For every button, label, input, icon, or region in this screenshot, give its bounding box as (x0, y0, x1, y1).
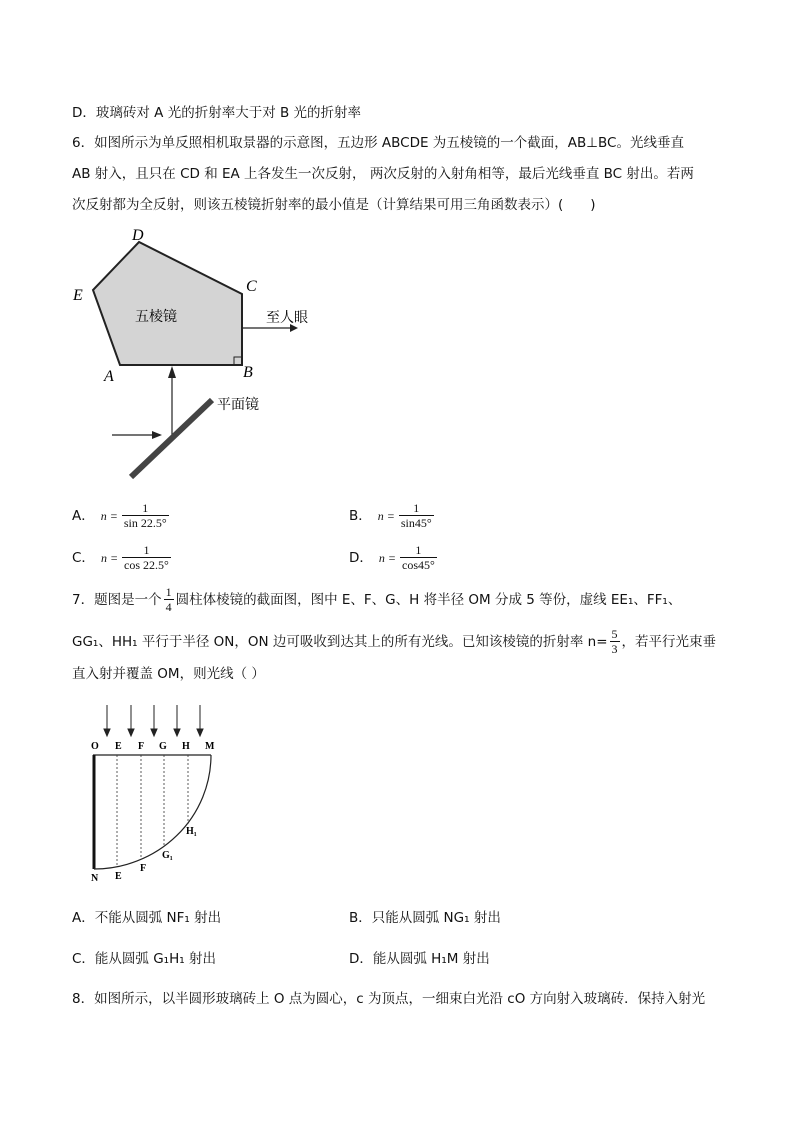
q6-option-b[interactable]: B． n = $\frac{1}{\sin 45^\circ}$ (349, 501, 432, 530)
arc-label-h1: H₁ (186, 826, 197, 837)
q6-stem-line1: 6．如图所示为单反照相机取景器的示意图，五边形 ABCDE 为五棱镜的一个截面，AB⊥BC。光线垂直 (72, 135, 684, 151)
q7-option-c[interactable]: C．能从圆弧 G₁H₁ 射出 (72, 951, 216, 967)
q6-stem-line2: AB 射入，且只在 CD 和 EA 上各发生一次反射， 两次反射的入射角相等，最后光线垂直 BC 射出。若两 (72, 166, 694, 182)
pentaprism-shape (93, 242, 242, 365)
top-label-o: O (91, 741, 99, 752)
dashed-lines (117, 755, 188, 867)
arc-label-g1: G₁ (162, 850, 173, 861)
top-label-g: G (159, 741, 167, 752)
vertical-arrow-head (168, 366, 176, 378)
top-label-h: H (182, 741, 190, 752)
q7-option-d[interactable]: D．能从圆弧 H₁M 射出 (349, 951, 490, 967)
q7-stem-line1: 7．题图是一个 $\frac{1}{4}$ 圆柱体棱镜的截面图，图中 E、F、G、H 将半径 OM 分成 5 等份，虚线 EE₁、FF₁、 (72, 585, 682, 614)
q6-stem-line3: 次反射都为全反射，则该五棱镜折射率的最小值是（计算结果可用三角函数表示）( ) (72, 197, 596, 213)
bottom-label-n: N (91, 873, 99, 884)
vertex-label-b: B (243, 364, 253, 381)
fraction: $\frac{1}{4}$ (165, 585, 172, 614)
q7-option-b[interactable]: B．只能从圆弧 NG₁ 射出 (349, 910, 501, 926)
top-label-e: E (115, 741, 122, 752)
q6-option-c[interactable]: C． n = $\frac{1}{\cos 22.5^\circ}$ (72, 543, 169, 572)
q5-option-d: D．玻璃砖对 A 光的折射率大于对 B 光的折射率 (72, 105, 362, 121)
vertex-label-d: D (132, 227, 144, 244)
q6-pentaprism-figure (60, 222, 340, 484)
q8-stem-line1: 8．如图所示，以半圆形玻璃砖上 O 点为圆心，c 为顶点，一细束白光沿 cO 方向射入玻璃砖．保持入射光 (72, 991, 706, 1007)
fraction: $\frac{1}{\sin 22.5^\circ}$ (123, 501, 167, 530)
fraction: $\frac{1}{\cos 22.5^\circ}$ (124, 543, 169, 572)
incident-arrows (104, 705, 203, 736)
bottom-label-f1: F (140, 863, 147, 874)
q7-stem-line2: GG₁、HH₁ 平行于半径 ON，ON 边可吸收到达其上的所有光线。已知该棱镜的折射率 n= $\frac{5}{3}$ ，若平行光束垂 (72, 627, 717, 656)
incoming-arrow-head (152, 431, 162, 439)
fraction: $\frac{1}{\sin 45^\circ}$ (400, 501, 432, 530)
vertex-label-a: A (104, 368, 114, 385)
q7-stem-line3: 直入射并覆盖 OM，则光线（ ） (72, 666, 265, 682)
quarter-arc (94, 755, 211, 869)
top-label-f: F (138, 741, 145, 752)
prism-label: 五棱镜 (135, 309, 177, 325)
bottom-label-e1: E (115, 871, 122, 882)
eye-label: 至人眼 (266, 310, 308, 326)
q6-option-a[interactable]: A． n = $\frac{1}{\sin 22.5^\circ}$ (72, 501, 167, 530)
fraction: $\frac{5}{3}$ (611, 627, 618, 656)
q7-quarter-cylinder-figure (85, 700, 225, 885)
top-label-m: M (205, 741, 215, 752)
fraction: $\frac{1}{\cos 45^\circ}$ (402, 543, 435, 572)
vertex-label-e: E (73, 287, 83, 304)
mirror-label: 平面镜 (217, 397, 259, 413)
vertex-label-c: C (246, 278, 257, 295)
q7-option-a[interactable]: A．不能从圆弧 NF₁ 射出 (72, 910, 222, 926)
q6-option-d[interactable]: D． n = $\frac{1}{\cos 45^\circ}$ (349, 543, 435, 572)
